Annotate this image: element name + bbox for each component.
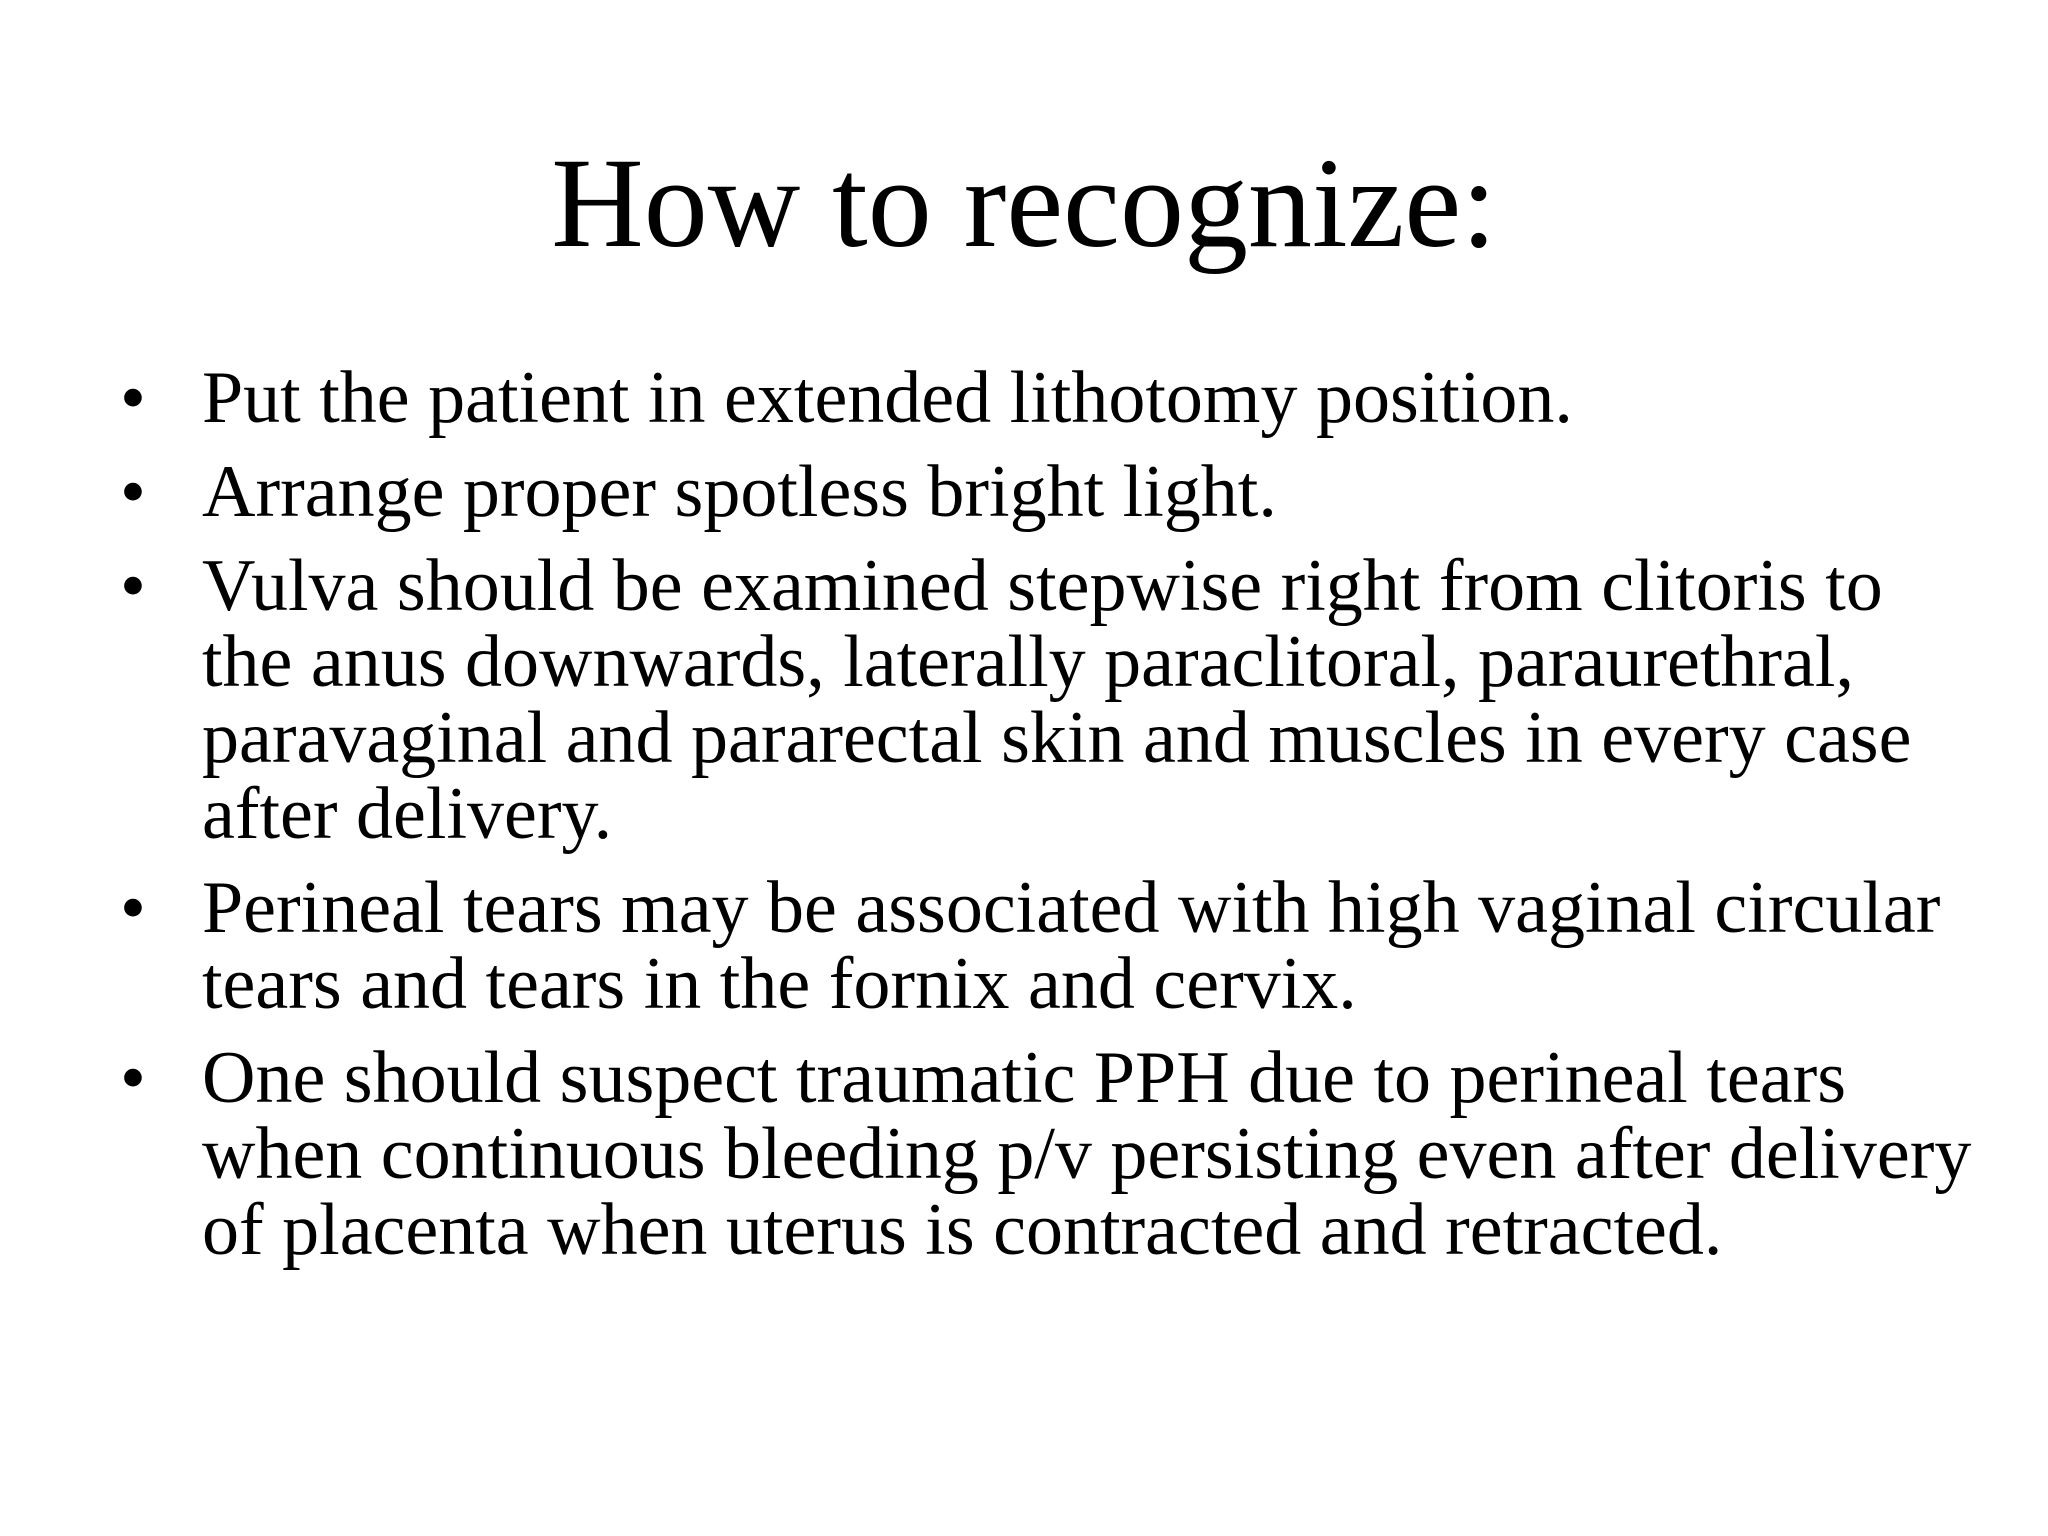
bullet-item: [120, 867, 1980, 1025]
slide-title: How to recognize:: [551, 132, 1497, 274]
bullet-dot: •: [120, 451, 146, 533]
bullet-text: Vulva should be examined stepwise right from clitoris to the anus downwards, laterally paraclitoral, paraurethral, paravaginal and pararectal skin and muscles in every case after delivery.: [202, 545, 1912, 855]
bullet-text: One should suspect traumatic PPH due to perineal tears when continuous bleeding p/v persisting even after delivery of placenta when uterus is contracted and retracted.: [202, 1037, 1972, 1271]
bullet-list: [120, 357, 1980, 1286]
bullet-text: Arrange proper spotless bright light.: [202, 451, 1277, 533]
bullet-item: [120, 451, 1980, 533]
bullet-dot: •: [120, 545, 146, 627]
bullet-dot: •: [120, 867, 146, 949]
bullet-item: [120, 1037, 1980, 1271]
bullet-item: [120, 545, 1980, 855]
bullet-dot: •: [120, 357, 146, 439]
bullet-item: [120, 357, 1980, 439]
bullet-text: Put the patient in extended lithotomy position.: [202, 357, 1573, 439]
bullet-dot: •: [120, 1037, 146, 1119]
bullet-text: Perineal tears may be associated with high vaginal circular tears and tears in the fornix and cervix.: [202, 867, 1941, 1025]
